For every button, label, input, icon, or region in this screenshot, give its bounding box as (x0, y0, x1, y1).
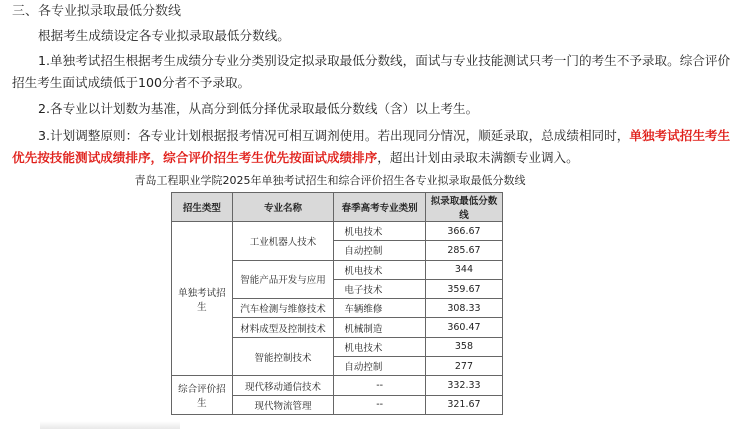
score-cell: 277 (425, 357, 502, 376)
major-cell: 汽车检测与维修技术 (232, 299, 334, 318)
category-cell: 自动控制 (334, 357, 425, 376)
category-cell: 电子技术 (334, 279, 425, 298)
category-cell: -- (334, 376, 425, 395)
rule-3-line-2 (12, 147, 579, 169)
intro-text: 根据考生成绩设定各专业拟录取最低分数线。 (38, 28, 290, 43)
rule-2-text: 2.各专业以计划数为基准，从高分到低分择优录取最低分数线（含）以上考生。 (38, 101, 479, 116)
major-cell: 智能产品开发与应用 (232, 260, 334, 299)
section-heading: 三、各专业拟录取最低分数线 (12, 4, 182, 19)
rule-1-line-1: 1.单独考试招生根据考生成绩分专业分类别设定拟录取最低分数线，面试与专业技能测试只考一门的考生不予录取。综合评价 (38, 53, 730, 68)
rule-3-text-end: ，超出计划由录取未满额专业调入。 (377, 150, 579, 165)
score-cell: 332.33 (425, 376, 502, 395)
rule-3-text: 3.计划调整原则：各专业计划根据报考情况可相互调剂使用。若出现同分情况，顺延录取，总成绩相同时， (38, 128, 630, 143)
category-cell: 自动控制 (334, 241, 425, 260)
score-cell: 285.67 (425, 241, 502, 260)
header-type: 招生类型 (172, 193, 233, 222)
table-caption: 青岛工程职业学院2025年单独考试招生和综合评价招生各专业拟录取最低分数线 (134, 174, 526, 187)
major-cell: 现代移动通信技术 (232, 376, 334, 395)
header-category: 春季高考专业类别 (334, 193, 425, 222)
score-cell: 360.47 (425, 318, 502, 337)
rule-3-highlight-1: 单独考试招生考生 (629, 128, 730, 143)
category-cell: -- (334, 395, 425, 414)
category-cell: 车辆维修 (334, 299, 425, 318)
header-major: 专业名称 (232, 193, 334, 222)
rule-3-line-1 (38, 125, 730, 147)
major-cell: 工业机器人技术 (232, 222, 334, 261)
type-cell: 单独考试招生 (172, 222, 233, 376)
score-cell: 358 (425, 337, 502, 356)
major-cell: 现代物流管理 (232, 395, 334, 414)
header-score: 拟录取最低分数线 (425, 193, 502, 222)
major-cell: 智能控制技术 (232, 337, 334, 376)
rule-3-highlight-2: 优先按技能测试成绩排序，综合评价招生考生优先按面试成绩排序 (12, 150, 378, 165)
type-cell: 综合评价招生 (172, 376, 233, 415)
category-cell: 机电技术 (334, 222, 425, 241)
table-row (172, 222, 503, 241)
rule-1-line-2: 招生考生面试成绩低于100分者不予录取。 (12, 75, 251, 90)
category-cell: 机械制造 (334, 318, 425, 337)
score-cell: 308.33 (425, 299, 502, 318)
score-cell: 359.67 (425, 279, 502, 298)
table-row (172, 376, 503, 395)
score-cell: 344 (425, 260, 502, 279)
major-cell: 材料成型及控制技术 (232, 318, 334, 337)
table-header-row (172, 193, 503, 222)
cropped-text-fragment (40, 421, 180, 429)
category-cell: 机电技术 (334, 337, 425, 356)
score-cell: 366.67 (425, 222, 502, 241)
category-cell: 机电技术 (334, 260, 425, 279)
score-table (171, 192, 503, 415)
score-cell: 321.67 (425, 395, 502, 414)
